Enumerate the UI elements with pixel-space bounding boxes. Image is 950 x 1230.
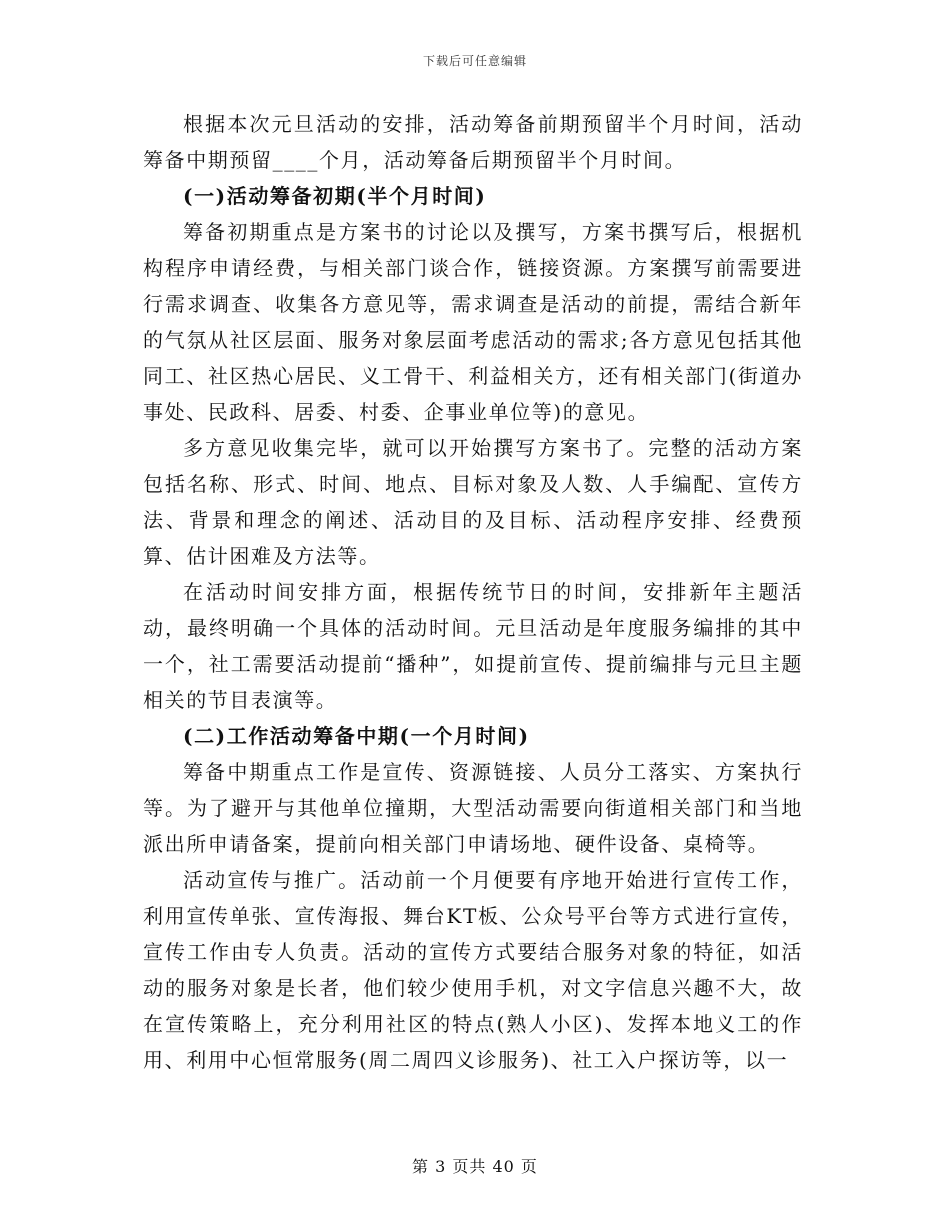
section-heading-initial-stage: (一)活动筹备初期(半个月时间) bbox=[183, 184, 487, 208]
section-heading-middle-stage: (二)工作活动筹备中期(一个月时间) bbox=[183, 724, 530, 748]
page-header-note: 下载后可任意编辑 bbox=[422, 54, 527, 68]
paragraph-promotion: 活动宣传与推广。活动前一个月便要有序地开始进行宣传工作，利用宣传单张、宣传海报、舞台KT板、公众号平台等方式进行宣传，宣传工作由专人负责。活动的宣传方式要结合服务对象的特征，如活动的服务对象是长者，他们较少使用手机，对文字信息兴趣不大，故在宣传策略上，充分利用社区的特点(熟人小区)、发挥本地义工的作用、利用中心恒常服务(周二周四义诊服务)、社工入户探访等，以一 bbox=[143, 868, 803, 1072]
page-footer-number: 第 3 页共 40 页 bbox=[412, 1157, 538, 1176]
paragraph-initial-stage-focus: 筹备初期重点是方案书的讨论以及撰写，方案书撰写后，根据机构程序申请经费，与相关部门谈合作，链接资源。方案撰写前需要进行需求调查、收集各方意见等，需求调查是活动的前提，需结合新年的气氛从社区层面、服务对象层面考虑活动的需求;各方意见包括其他同工、社区热心居民、义工骨干、利益相关方，还有相关部门(街道办事处、民政科、居委、村委、企事业单位等)的意见。 bbox=[143, 220, 803, 424]
paragraph-time-arrangement: 在活动时间安排方面，根据传统节日的时间，安排新年主题活动，最终明确一个具体的活动时间。元旦活动是年度服务编排的其中一个，社工需要活动提前“播种”，如提前宣传、提前编排与元旦主题相关的节目表演等。 bbox=[143, 580, 803, 712]
paragraph-plan-writing: 多方意见收集完毕，就可以开始撰写方案书了。完整的活动方案包括名称、形式、时间、地点、目标对象及人数、人手编配、宣传方法、背景和理念的阐述、活动目的及目标、活动程序安排、经费预算、估计困难及方法等。 bbox=[143, 436, 803, 568]
paragraph-middle-stage-focus: 筹备中期重点工作是宣传、资源链接、人员分工落实、方案执行等。为了避开与其他单位撞期，大型活动需要向街道相关部门和当地派出所申请备案，提前向相关部门申请场地、硬件设备、桌椅等。 bbox=[143, 760, 803, 856]
paragraph-schedule-overview: 根据本次元旦活动的安排，活动筹备前期预留半个月时间，活动筹备中期预留____个月，活动筹备后期预留半个月时间。 bbox=[143, 112, 803, 172]
document-body bbox=[143, 106, 803, 1078]
